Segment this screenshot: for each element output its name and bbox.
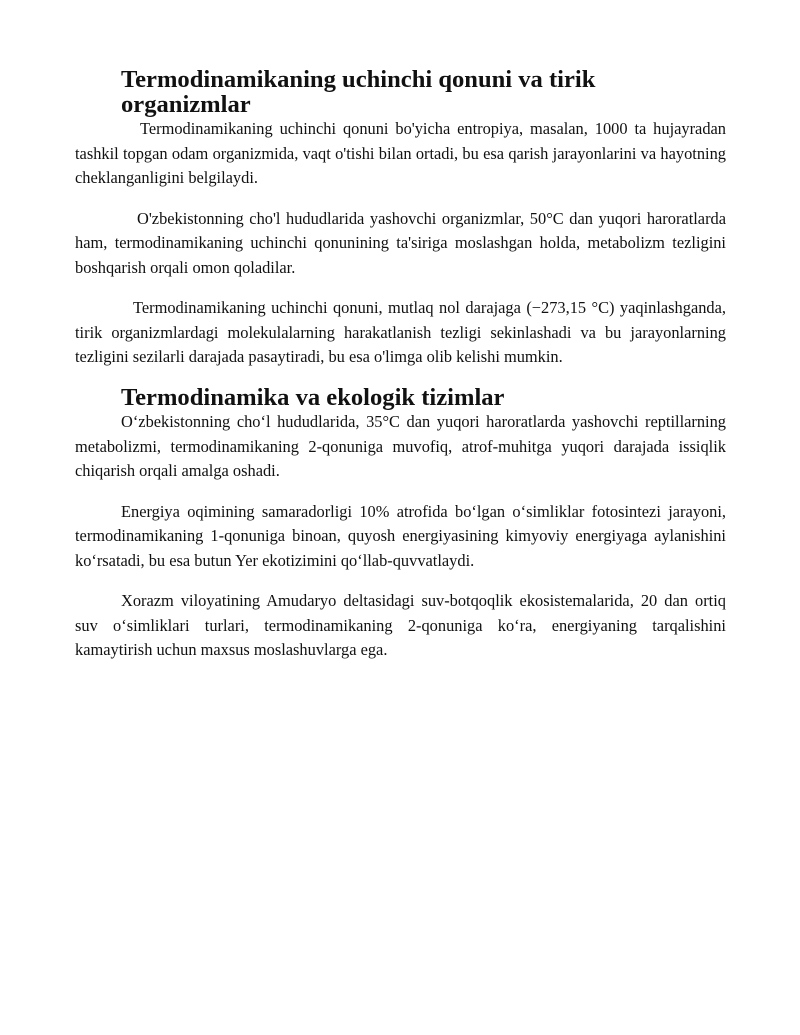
paragraph: O'zbekistonning cho'l hududlarida yashovchi organizmlar, 50°C dan yuqori haroratlarda ham, termodinamikaning uchinchi qonunining ta'siriga moslashgan holda, metabolizm tezligini boshqarish orqali omon qoladilar. <box>75 208 726 277</box>
paragraph: Energiya oqimining samaradorligi 10% atrofida bo‘lgan o‘simliklar fotosintezi jarayoni, termodinamikaning 1-qonuniga binoan, quyosh energiyasining kimyoviy energiyaga aylanishini ko‘rsatadi, bu esa butun Yer ekotizimini qo‘llab-quvvatlaydi. <box>75 501 726 570</box>
document-page <box>75 68 726 663</box>
paragraph: Xorazm viloyatining Amudaryo deltasidagi suv-botqoqlik ekosistemalarida, 20 dan ortiq suv o‘simliklari turlari, termodinamikaning 2-qonuniga ko‘ra, energiyaning tarqalishini kamaytirish uchun maxsus moslashuvlarga ega. <box>75 591 726 659</box>
paragraph: O‘zbekistonning cho‘l hududlarida, 35°C dan yuqori haroratlarda yashovchi reptillarning metabolizmi, termodinamikaning 2-qonuniga muvofiq, atrof-muhitga yuqori darajada issiqlik chiqarish orqali amalga oshadi. <box>75 412 726 480</box>
paragraph: Termodinamikaning uchinchi qonuni, mutlaq nol darajaga (−273,15 °C) yaqinlashganda, tirik organizmlardagi molekulalarning harakatlanish tezligi sekinlashadi va bu jarayonlarning tezligini sezilarli darajada pasaytiradi, bu esa o'limga olib kelishi mumkin. <box>75 298 726 366</box>
paragraph: Termodinamikaning uchinchi qonuni bo'yicha entropiya, masalan, 1000 ta hujayradan tashkil topgan odam organizmida, vaqt o'tishi bilan ortadi, bu esa qarish jarayonlarini va hayotning cheklanganligini belgilaydi. <box>75 119 726 187</box>
section-heading: Termodinamikaning uchinchi qonuni va tirik organizmlar <box>121 66 596 118</box>
section-heading: Termodinamika va ekologik tizimlar <box>121 383 505 411</box>
